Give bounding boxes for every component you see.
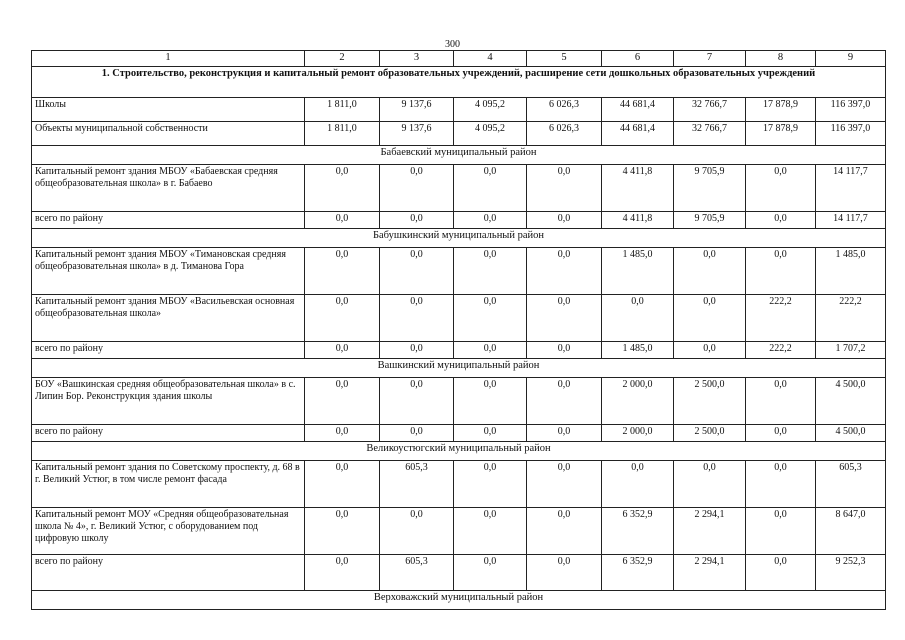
- cell: 0,0: [380, 424, 454, 441]
- cell: 0,0: [380, 341, 454, 358]
- cell: 0,0: [674, 341, 746, 358]
- cell: 9 252,3: [816, 554, 886, 590]
- cell: 0,0: [305, 294, 380, 341]
- cell: 0,0: [380, 507, 454, 554]
- header-cell: 5: [527, 51, 602, 67]
- district-title: Бабушкинский муниципальный район: [32, 228, 886, 247]
- cell: 0,0: [746, 554, 816, 590]
- cell: 0,0: [380, 377, 454, 424]
- cell: 6 026,3: [527, 97, 602, 121]
- cell: 116 397,0: [816, 121, 886, 145]
- cell: 0,0: [454, 424, 527, 441]
- table-row: [32, 554, 886, 590]
- header-cell: 3: [380, 51, 454, 67]
- cell: 0,0: [454, 211, 527, 228]
- budget-table: [31, 50, 886, 610]
- cell: 0,0: [602, 460, 674, 507]
- district-title: Бабаевский муниципальный район: [32, 145, 886, 164]
- page-number: 300: [445, 39, 460, 50]
- cell: 0,0: [527, 294, 602, 341]
- cell: 0,0: [305, 377, 380, 424]
- header-cell: 2: [305, 51, 380, 67]
- cell: 2 000,0: [602, 424, 674, 441]
- cell: 0,0: [674, 294, 746, 341]
- cell: 0,0: [527, 164, 602, 211]
- row-name: Капитальный ремонт здания МБОУ «Васильевская основная общеобразовательная школа»: [32, 294, 305, 341]
- district-title: Вашкинский муниципальный район: [32, 358, 886, 377]
- cell: 0,0: [527, 554, 602, 590]
- district-section: [32, 441, 886, 590]
- cell: 0,0: [305, 554, 380, 590]
- cell: 0,0: [305, 507, 380, 554]
- header-cell: 4: [454, 51, 527, 67]
- cell: 2 500,0: [674, 377, 746, 424]
- table-row: [32, 377, 886, 424]
- cell: 0,0: [527, 424, 602, 441]
- cell: 0,0: [454, 377, 527, 424]
- cell: 44 681,4: [602, 121, 674, 145]
- table-row: [32, 507, 886, 554]
- row-name: всего по району: [32, 211, 305, 228]
- cell: 4 095,2: [454, 121, 527, 145]
- cell: 0,0: [602, 294, 674, 341]
- cell: 4 411,8: [602, 164, 674, 211]
- cell: 605,3: [380, 554, 454, 590]
- cell: 14 117,7: [816, 211, 886, 228]
- cell: 0,0: [305, 460, 380, 507]
- cell: 0,0: [454, 247, 527, 294]
- cell: 8 647,0: [816, 507, 886, 554]
- table-row: [32, 247, 886, 294]
- cell: 0,0: [454, 507, 527, 554]
- cell: 17 878,9: [746, 97, 816, 121]
- cell: 44 681,4: [602, 97, 674, 121]
- row-name: Школы: [32, 97, 305, 121]
- cell: 0,0: [746, 424, 816, 441]
- cell: 222,2: [816, 294, 886, 341]
- cell: 0,0: [746, 247, 816, 294]
- cell: 1 485,0: [816, 247, 886, 294]
- table-row: [32, 97, 886, 121]
- cell: 4 095,2: [454, 97, 527, 121]
- cell: 4 500,0: [816, 424, 886, 441]
- cell: 0,0: [527, 460, 602, 507]
- district-section: [32, 228, 886, 358]
- section-title: 1. Строительство, реконструкция и капитальный ремонт образовательных учреждений, расширение сети дошкольных образовательных учреждений: [32, 66, 886, 97]
- table-row: [32, 424, 886, 441]
- row-name: Объекты муниципальной собственности: [32, 121, 305, 145]
- cell: 0,0: [746, 164, 816, 211]
- cell: 9 137,6: [380, 121, 454, 145]
- cell: 0,0: [746, 211, 816, 228]
- cell: 6 026,3: [527, 121, 602, 145]
- table-row: [32, 460, 886, 507]
- header-cell: 7: [674, 51, 746, 67]
- cell: 9 705,9: [674, 211, 746, 228]
- cell: 0,0: [305, 341, 380, 358]
- cell: 0,0: [527, 247, 602, 294]
- row-name: Капитальный ремонт МОУ «Средняя общеобразовательная школа № 4», г. Великий Устюг, с оборудованием под цифровую школу: [32, 507, 305, 554]
- cell: 0,0: [527, 211, 602, 228]
- cell: 1 707,2: [816, 341, 886, 358]
- row-name: Капитальный ремонт здания МБОУ «Бабаевская средняя общеобразовательная школа» в г. Бабаево: [32, 164, 305, 211]
- table-row: [32, 121, 886, 145]
- cell: 0,0: [527, 341, 602, 358]
- district-title: Верховажский муниципальный район: [32, 590, 886, 609]
- cell: 0,0: [674, 247, 746, 294]
- cell: 0,0: [454, 341, 527, 358]
- table-row: [32, 164, 886, 211]
- cell: 0,0: [454, 554, 527, 590]
- district-section: [32, 358, 886, 441]
- cell: 2 294,1: [674, 507, 746, 554]
- cell: 0,0: [746, 507, 816, 554]
- cell: 0,0: [305, 424, 380, 441]
- cell: 0,0: [527, 507, 602, 554]
- row-name: Капитальный ремонт здания по Советскому проспекту, д. 68 в г. Великий Устюг, в том числе ремонт фасада: [32, 460, 305, 507]
- header-cell: 1: [32, 51, 305, 67]
- cell: 0,0: [380, 211, 454, 228]
- header-cell: 9: [816, 51, 886, 67]
- cell: 0,0: [305, 211, 380, 228]
- cell: 9 137,6: [380, 97, 454, 121]
- header-cell: 6: [602, 51, 674, 67]
- district-title: Великоустюгский муниципальный район: [32, 441, 886, 460]
- header-cell: 8: [746, 51, 816, 67]
- cell: 9 705,9: [674, 164, 746, 211]
- cell: 116 397,0: [816, 97, 886, 121]
- cell: 0,0: [305, 164, 380, 211]
- cell: 4 500,0: [816, 377, 886, 424]
- cell: 0,0: [380, 164, 454, 211]
- cell: 14 117,7: [816, 164, 886, 211]
- cell: 0,0: [454, 294, 527, 341]
- table-row: [32, 211, 886, 228]
- cell: 0,0: [746, 377, 816, 424]
- cell: 6 352,9: [602, 507, 674, 554]
- cell: 1 811,0: [305, 97, 380, 121]
- row-name: всего по району: [32, 424, 305, 441]
- cell: 0,0: [746, 460, 816, 507]
- row-name: всего по району: [32, 341, 305, 358]
- cell: 2 500,0: [674, 424, 746, 441]
- cell: 4 411,8: [602, 211, 674, 228]
- district-section: [32, 590, 886, 609]
- header-row: [32, 51, 886, 67]
- cell: 1 485,0: [602, 341, 674, 358]
- cell: 1 485,0: [602, 247, 674, 294]
- row-name: БОУ «Вашкинская средняя общеобразовательная школа» в с. Липин Бор. Реконструкция здания школы: [32, 377, 305, 424]
- section-title-row: [32, 66, 886, 97]
- cell: 0,0: [380, 247, 454, 294]
- table-row: [32, 341, 886, 358]
- district-section: [32, 145, 886, 228]
- row-name: всего по району: [32, 554, 305, 590]
- cell: 0,0: [454, 164, 527, 211]
- cell: 0,0: [380, 294, 454, 341]
- row-name: Капитальный ремонт здания МБОУ «Тимановская средняя общеобразовательная школа» в д. Тиманова Гора: [32, 247, 305, 294]
- cell: 0,0: [454, 460, 527, 507]
- cell: 17 878,9: [746, 121, 816, 145]
- cell: 222,2: [746, 294, 816, 341]
- cell: 0,0: [527, 377, 602, 424]
- cell: 222,2: [746, 341, 816, 358]
- cell: 605,3: [816, 460, 886, 507]
- cell: 0,0: [305, 247, 380, 294]
- cell: 1 811,0: [305, 121, 380, 145]
- cell: 2 000,0: [602, 377, 674, 424]
- cell: 605,3: [380, 460, 454, 507]
- cell: 2 294,1: [674, 554, 746, 590]
- cell: 32 766,7: [674, 97, 746, 121]
- cell: 6 352,9: [602, 554, 674, 590]
- table-row: [32, 294, 886, 341]
- cell: 32 766,7: [674, 121, 746, 145]
- cell: 0,0: [674, 460, 746, 507]
